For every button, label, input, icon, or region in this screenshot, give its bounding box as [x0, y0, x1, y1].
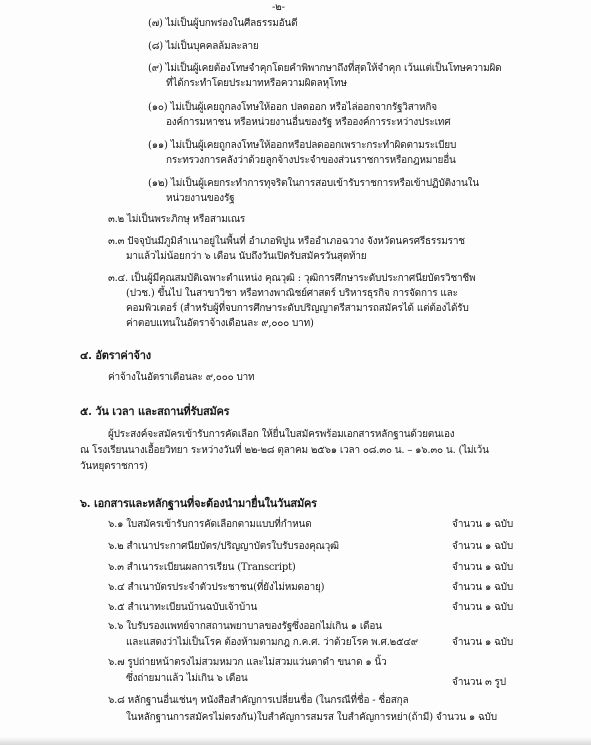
qual-item-9: (๙) ไม่เป็นผู้เคยต้องโทษจำคุกโดยคำพิพากษาถึงที่สุดให้จำคุก เว้นแต่เป็นโทษความผิด [148, 63, 502, 74]
doc-item-text-cont: ในหลักฐานการสมัครไม่ตรงกัน)ใบสำคัญการสมรส ใบสำคัญการหย่า(ถ้ามี) จำนวน ๑ ฉบับ [126, 712, 497, 723]
doc-item-qty: จำนวน ๑ ฉบับ [452, 582, 513, 593]
page-bottom-shadow [0, 737, 591, 745]
qual-item-9-cont: ที่ได้กระทำโดยประมาทหรือความผิดลหุโทษ [166, 78, 347, 89]
qual-item-12: (๑๒) ไม่เป็นผู้เคยกระทำการทุจริตในการสอบเข้ารับราชการหรือเข้าปฏิบัติงานใน [148, 178, 479, 189]
qual-item-10: (๑๐) ไม่เป็นผู้เคยถูกลงโทษให้ออก ปลดออก หรือไล่ออกจากรัฐวิสาหกิจ [148, 102, 437, 113]
doc-item-text: ๖.๔ สำเนาบัตรประจำตัวประชาชน(ที่ยังไม่หมดอายุ) [108, 582, 325, 593]
doc-item-text-cont: และแสดงว่าไม่เป็นโรค ต้องห้ามตามกฎ ก.ค.ศ. ว่าด้วยโรค พ.ศ.๒๕๔๙ [126, 637, 418, 648]
section-5-heading: ๕. วัน เวลา และสถานที่รับสมัคร [80, 405, 230, 418]
doc-item-qty: จำนวน ๑ ฉบับ [452, 562, 513, 573]
qual-3-4-cont-3: ค่าตอบแทนในอัตราจ้างเดือนละ ๙,๐๐๐ บาท) [126, 318, 314, 329]
doc-item-qty: จำนวน ๑ ฉบับ [452, 602, 513, 613]
qual-item-11: (๑๑) ไม่เป็นผู้เคยถูกลงโทษให้ออกหรือปลดออกเพราะกระทำผิดตามระเบียบ [148, 140, 457, 151]
doc-item-text-cont: ซึ่งถ่ายมาแล้ว ไม่เกิน ๖ เดือน [126, 673, 248, 684]
qual-item-8: (๘) ไม่เป็นบุคคลล้มละลาย [148, 41, 259, 52]
qual-3-4-cont-2: คอมพิวเตอร์ (สำหรับผู้ที่จบการศึกษาระดับปริญญาตรีสามารถสมัครได้ แต่ต้องได้รับ [126, 303, 469, 314]
qual-3-4-cont-1: (ปวช.) ขึ้นไป ในสาขาวิชา หรือทางพาณิชย์ศาสตร์ บริหารธุรกิจ การจัดการ และ [126, 288, 458, 299]
section-5-line-2: ณ โรงเรียนนางเอื้อยวิทยา ระหว่างวันที่ ๒๒-๒๘ ตุลาคม ๒๕๖๑ เวลา ๐๘.๓๐ น. – ๑๖.๓๐ น. (ไม่เว้น [80, 445, 489, 456]
qual-item-10-cont: องค์การมหาชน หรือหน่วยงานอื่นของรัฐ หรือองค์การระหว่างประเทศ [166, 117, 451, 128]
page-number: -๒- [272, 2, 285, 13]
qual-3-3-cont: มาแล้วไม่น้อยกว่า ๖ เดือน นับถึงวันเปิดรับสมัครวันสุดท้าย [126, 251, 367, 262]
qual-3-3: ๓.๓ ปัจจุบันมีภูมิลำเนาอยู่ในพื้นที่ อำเภอพิปูน หรืออำเภอฉวาง จังหวัดนครศรีธรรมราช [108, 236, 465, 247]
qual-item-12-cont: หน่วยงานของรัฐ [166, 193, 235, 204]
qual-3-2: ๓.๒ ไม่เป็นพระภิกษุ หรือสามเณร [108, 214, 246, 225]
qual-3-4: ๓.๔. เป็นผู้มีคุณสมบัติเฉพาะตำแหน่ง คุณวุฒิ : วุฒิการศึกษาระดับประกาศนียบัตรวิชาชีพ [108, 273, 476, 284]
section-6-heading: ๖. เอกสารและหลักฐานที่จะต้องนำมายื่นในวันสมัคร [80, 497, 317, 510]
section-4-body: ค่าจ้างในอัตราเดือนละ ๙,๐๐๐ บาท [108, 372, 255, 383]
doc-item-text: ๖.๒ สำเนาประกาศนียบัตร/ปริญญาบัตรใบรับรองคุณวุฒิ [108, 541, 339, 552]
doc-item-qty: จำนวน ๑ ฉบับ [452, 519, 513, 530]
doc-item-text: ๖.๖ ใบรับรองแพทย์จากสถานพยาบาลของรัฐซึ่งออกไม่เกิน ๑ เดือน [108, 621, 382, 632]
doc-item-qty: จำนวน ๑ ฉบับ [452, 637, 513, 648]
qual-item-7: (๗) ไม่เป็นผู้บกพร่องในศีลธรรมอันดี [148, 18, 298, 29]
doc-item-qty: จำนวน ๓ รูป [452, 677, 506, 688]
doc-item-text: ๖.๗ รูปถ่ายหน้าตรงไม่สวมหมวก และไม่สวมแว่นตาดำ ขนาด ๑ นิ้ว [108, 657, 387, 668]
qual-item-11-cont: กระทรวงการคลังว่าด้วยลูกจ้างประจำของส่วนราชการหรือกฎหมายอื่น [166, 155, 456, 166]
doc-item-qty: จำนวน ๑ ฉบับ [452, 541, 513, 552]
doc-item-text: ๖.๓ สำเนาระเบียนผลการเรียน (Transcript) [108, 562, 296, 573]
doc-item-text: ๖.๘ หลักฐานอื่นเช่นๆ หนังสือสำคัญการเปลี่ยนชื่อ (ในกรณีที่ชื่อ - ชื่อสกุล [108, 695, 409, 706]
section-5-line-1: ผู้ประสงค์จะสมัครเข้ารับการคัดเลือก ให้ยื่นใบสมัครพร้อมเอกสารหลักฐานด้วยตนเอง [108, 429, 455, 440]
doc-item-text: ๖.๕ สำเนาทะเบียนบ้านฉบับเจ้าบ้าน [108, 602, 258, 613]
doc-item-text: ๖.๑ ใบสมัครเข้ารับการคัดเลือกตามแบบที่กำหนด [108, 519, 312, 530]
section-4-heading: ๔. อัตราค่าจ้าง [80, 349, 151, 362]
section-5-line-3: วันหยุดราชการ) [80, 461, 148, 472]
